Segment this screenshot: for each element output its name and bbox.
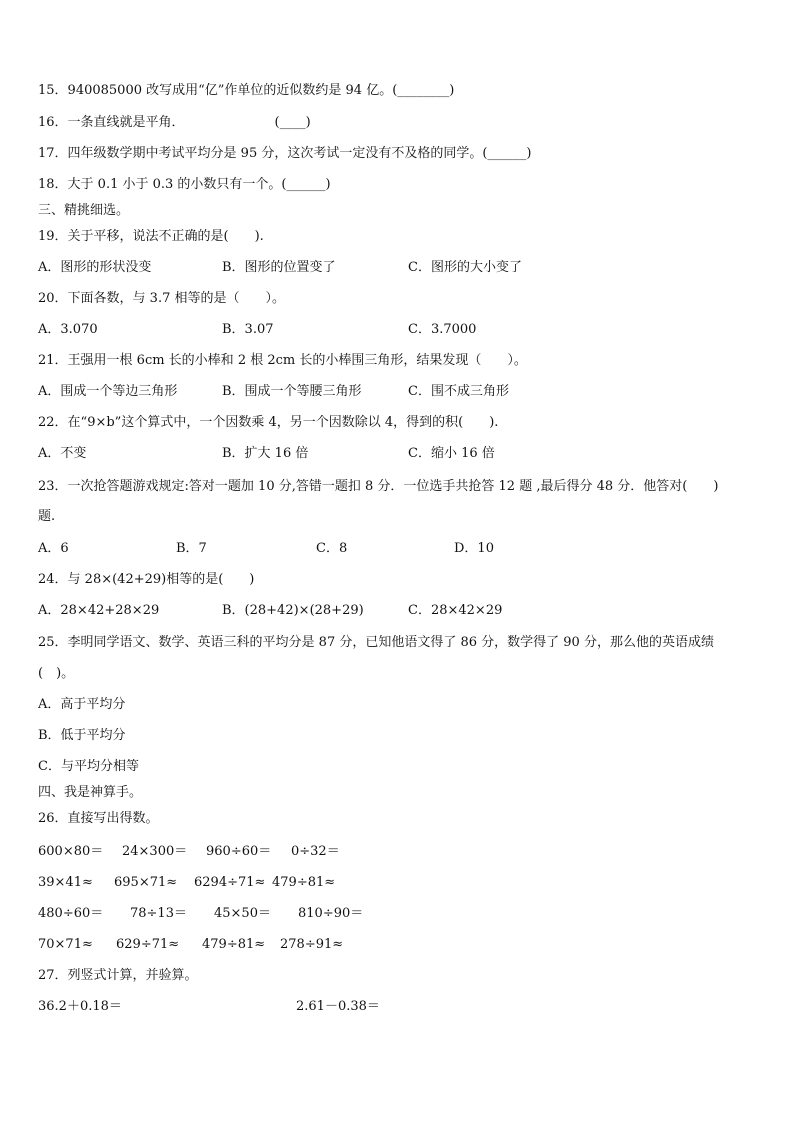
question-25-option-c: C．与平均分相等	[38, 759, 139, 774]
question-19-stem: 19．关于平移，说法不正确的是( ).	[38, 229, 264, 244]
section-3-heading: 三、精挑细选。	[38, 203, 130, 218]
calc-item: 479÷81≈	[272, 875, 336, 890]
question-23-option-d: D．10	[454, 541, 494, 556]
question-25-option-b: B．低于平均分	[38, 728, 126, 743]
question-16-blank: (____)	[274, 115, 311, 130]
calc-item: 278÷91≈	[280, 937, 344, 952]
question-20-stem: 20．下面各数，与 3.7 相等的是（ ）。	[38, 291, 285, 306]
question-16-text: 16．一条直线就是平角．	[38, 115, 185, 130]
calc-item: 695×71≈	[114, 875, 178, 890]
question-21-option-b: B．围成一个等腰三角形	[222, 384, 362, 399]
question-19-option-b: B．图形的位置变了	[222, 260, 336, 275]
calc-item: 24×300＝	[122, 844, 188, 859]
calc-item: 78÷13＝	[130, 906, 187, 921]
question-23-option-a: A．6	[38, 541, 69, 556]
question-22-option-a: A．不变	[38, 446, 87, 461]
question-27-stem: 27．列竖式计算，并验算。	[38, 968, 198, 983]
section-4-heading: 四、我是神算手。	[38, 785, 143, 800]
calc-item: 479÷81≈	[202, 937, 266, 952]
question-20-option-b: B．3.07	[222, 322, 274, 337]
question-24-option-c: C．28×42×29	[408, 603, 503, 618]
calc-item: 39×41≈	[38, 875, 93, 890]
question-25-stem-line1: 25．李明同学语文、数学、英语三科的平均分是 87 分，已知他语文得了 86 分，数学得了 90 分，那么他的英语成绩	[38, 635, 714, 650]
question-21-stem: 21．王强用一根 6cm 长的小棒和 2 根 2cm 长的小棒围三角形，结果发现（ ）。	[38, 353, 527, 368]
calc-item: 0÷32＝	[291, 844, 340, 859]
question-25-option-a: A．高于平均分	[38, 697, 126, 712]
question-15: 15．940085000 改写成用“亿”作单位的近似数约是 94 亿。(________)	[38, 83, 455, 98]
question-24-stem: 24．与 28×(42+29)相等的是( )	[38, 572, 255, 587]
calc-item: 45×50＝	[214, 906, 271, 921]
question-24-option-a: A．28×42+28×29	[38, 603, 160, 618]
question-19-option-a: A．图形的形状没变	[38, 260, 152, 275]
question-20-option-a: A．3.070	[38, 322, 98, 337]
question-18: 18．大于 0.1 小于 0.3 的小数只有一个。(______)	[38, 177, 331, 192]
calc-item: 960÷60＝	[206, 844, 272, 859]
question-23-stem-line1: 23．一次抢答题游戏规定:答对一题加 10 分,答错一题扣 8 分．一位选手共抢答 12 题 ,最后得分 48 分．他答对( )	[38, 479, 719, 494]
calc-item: 629÷71≈	[116, 937, 180, 952]
question-22-option-b: B．扩大 16 倍	[222, 446, 309, 461]
question-19-option-c: C．图形的大小变了	[408, 260, 522, 275]
question-17: 17．四年级数学期中考试平均分是 95 分，这次考试一定没有不及格的同学。(______)	[38, 146, 532, 161]
calc-item: 810÷90＝	[298, 906, 364, 921]
question-26-stem: 26．直接写出得数。	[38, 811, 159, 826]
question-16	[38, 114, 311, 132]
calc-item: 480÷60＝	[38, 906, 104, 921]
calc-item: 70×71≈	[38, 937, 93, 952]
question-23-option-c: C．8	[316, 541, 348, 556]
question-27-expression-1: 36.2＋0.18＝	[38, 999, 122, 1014]
question-20-option-c: C．3.7000	[408, 322, 477, 337]
question-21-option-a: A．围成一个等边三角形	[38, 384, 178, 399]
question-27-expression-2: 2.61－0.38＝	[296, 999, 380, 1014]
question-21-option-c: C．围不成三角形	[408, 384, 509, 399]
question-23-option-b: B．7	[176, 541, 207, 556]
calc-item: 600×80＝	[38, 844, 104, 859]
question-24-option-b: B．(28+42)×(28+29)	[222, 603, 364, 618]
question-23-stem-line2: 题.	[38, 509, 56, 524]
question-22-stem: 22．在“9×b”这个算式中，一个因数乘 4，另一个因数除以 4，得到的积( ).	[38, 415, 499, 430]
calc-item: 6294÷71≈	[194, 875, 266, 890]
question-22-option-c: C．缩小 16 倍	[408, 446, 495, 461]
question-25-stem-line2: ( )。	[38, 666, 75, 681]
